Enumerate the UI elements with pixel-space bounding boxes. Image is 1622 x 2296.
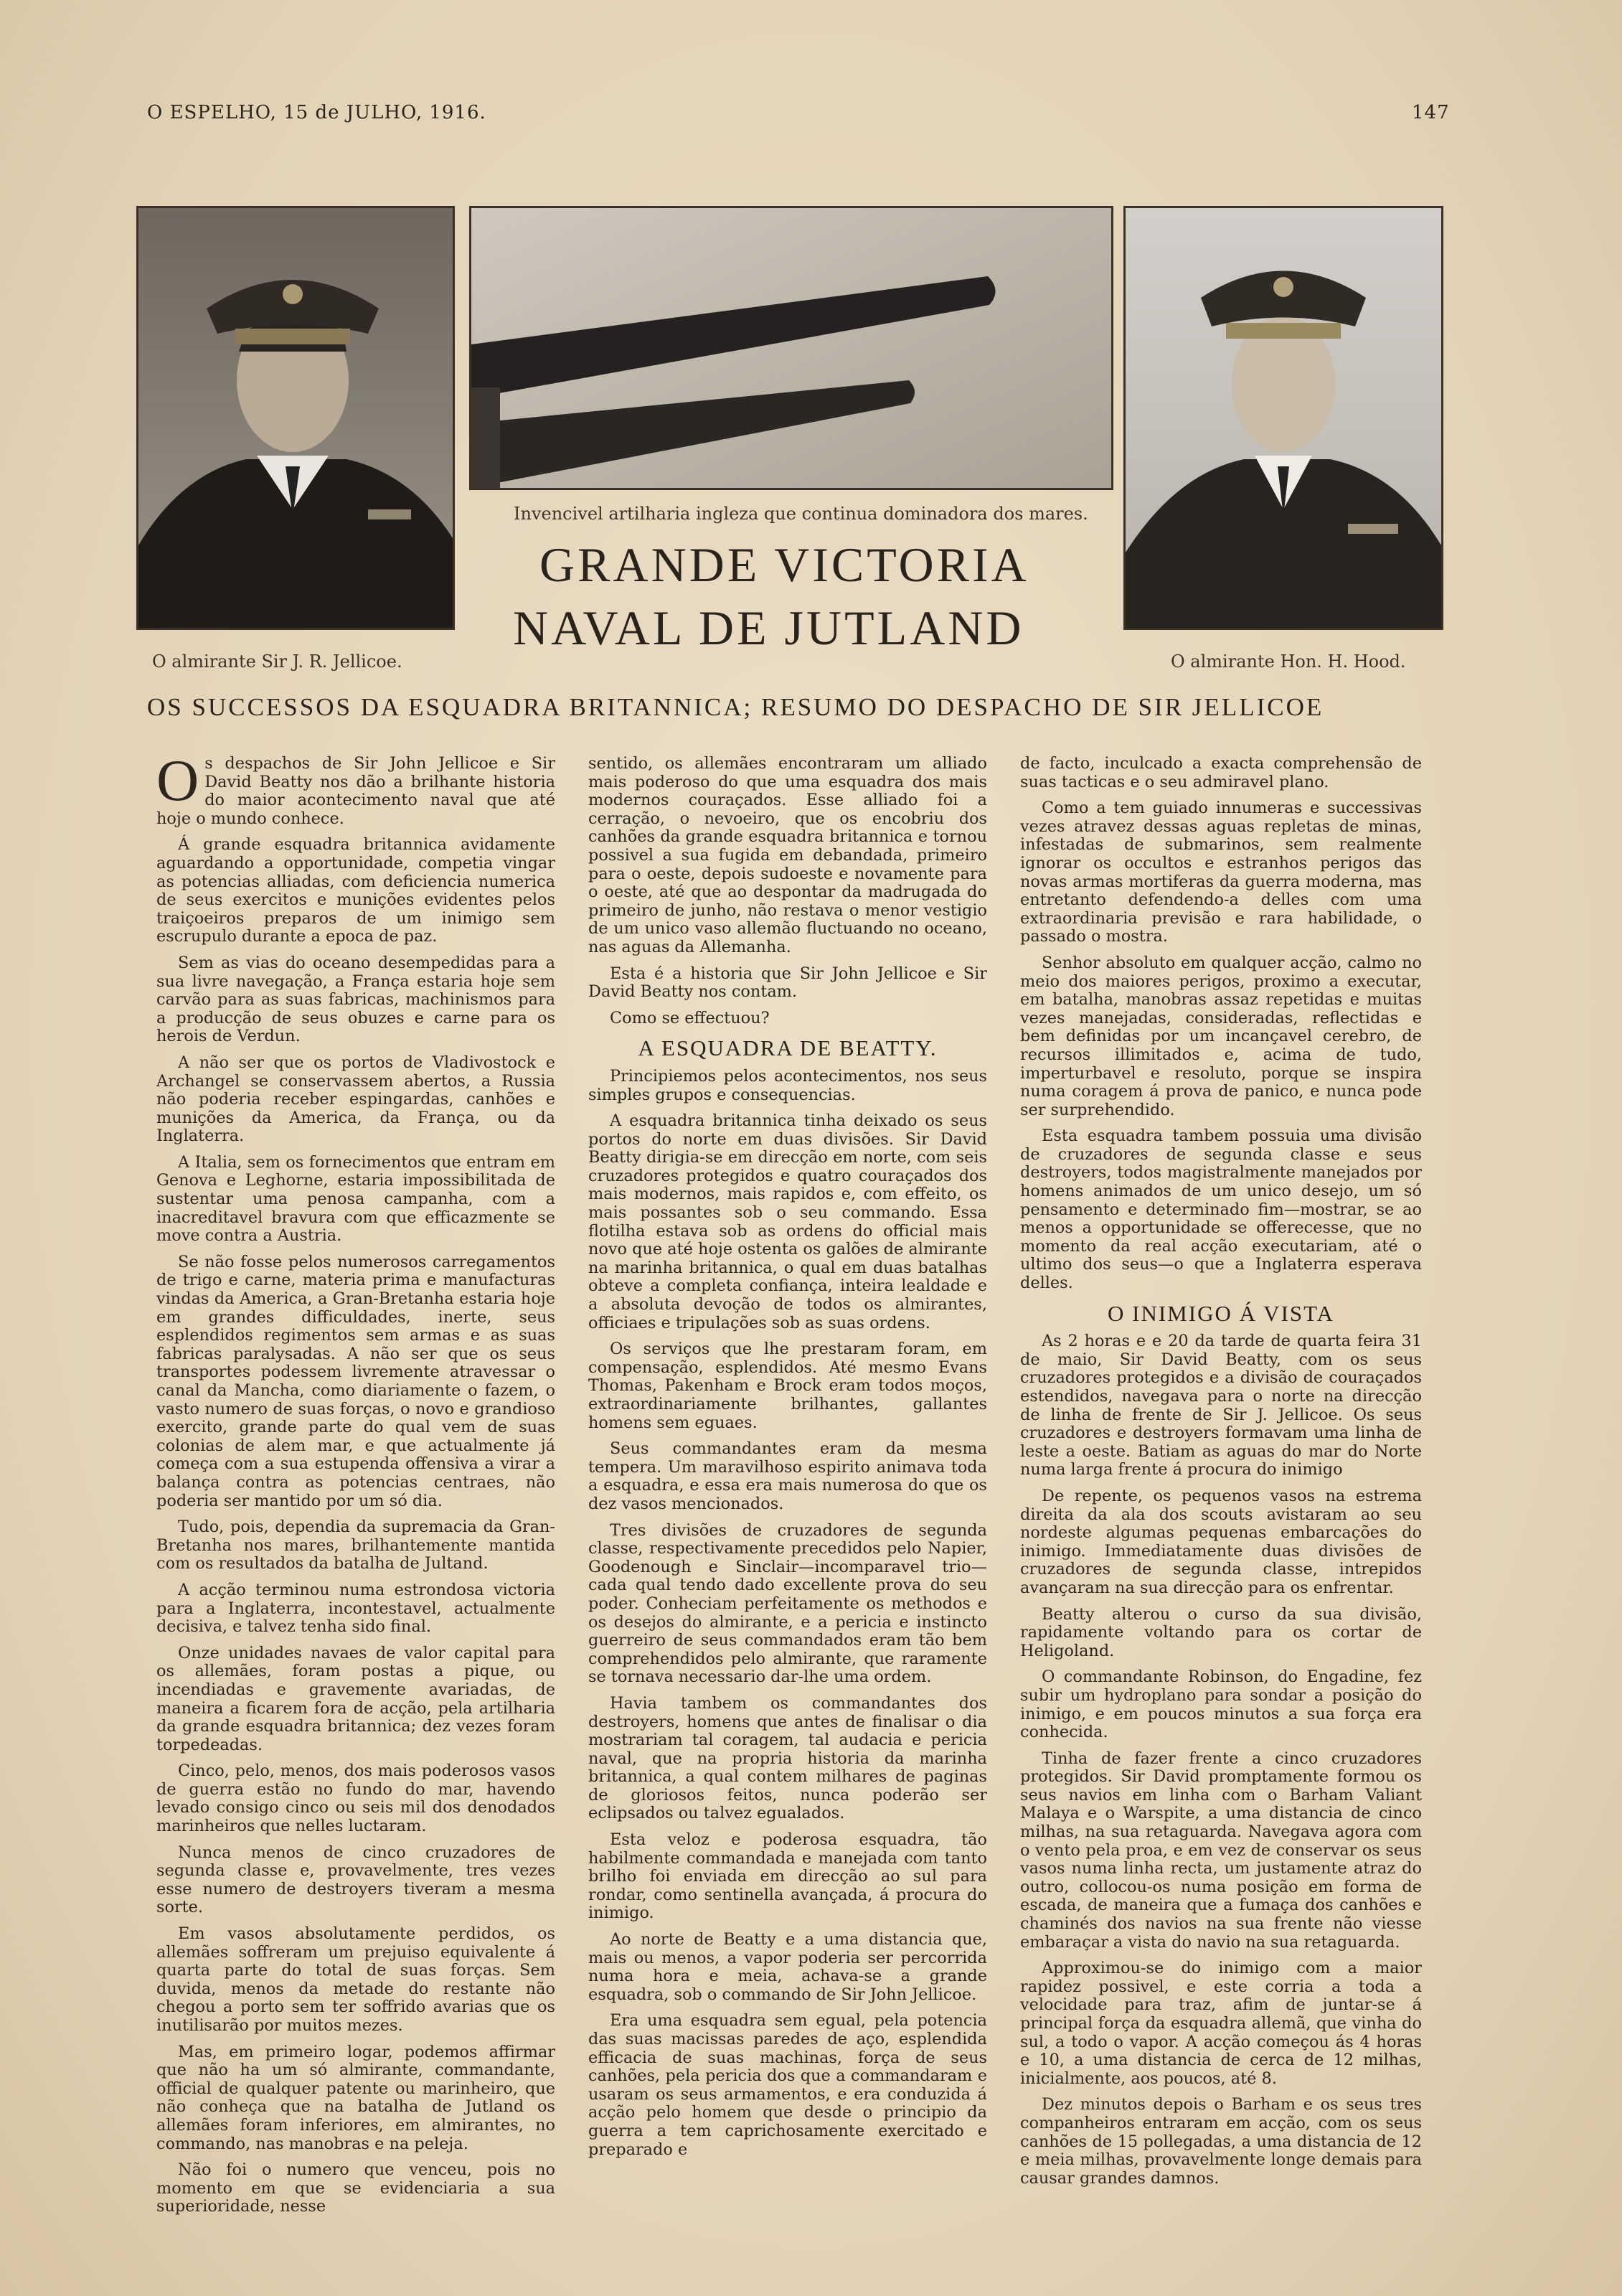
paragraph: Tinha de fazer frente a cinco cruzadores protegidos. Sir David promptamente formou os seus navios em linha com o Barham Valiant Malaya e o Warspite, a uma distancia de cinco milhas, na sua retaguarda. Navegava agora com o vento pela proa, e em vez de conservar os seus vasos numa linha recta, um justamente atraz do outro, collocou-os numa posição em forma de escada, de maneira que a fumaça dos canhões e chaminés dos navios na sua frente não viesse embaraçar a vista do navio na sua retaguarda. (1020, 1749, 1422, 1952)
paragraph: As 2 horas e e 20 da tarde de quarta feira 31 de maio, Sir David Beatty, com os seus cruzadores protegidos e a divisão de couraçados estendidos, navegava para o norte na direcção de linha de frente de Sir J. Jellicoe. Os seus cruzadores e destroyers formavam uma linha de leste a oeste. Batiam as aguas do mar do Norte numa larga frente á procura do inimigo (1020, 1332, 1422, 1479)
subheadline: OS SUCCESSOS DA ESQUADRA BRITANNICA; RESUMO DO DESPACHO DE SIR JELLICOE (147, 693, 1324, 721)
paragraph: Havia tambem os commandantes dos destroyers, homens que antes de finalisar o dia mostrariam tal coragem, tal audacia e pericia naval, que na propria historia da marinha britannica, a qual contem milhares de paginas de gloriosos feitos, nunca poderão ser eclipsados ou talvez egualados. (588, 1693, 987, 1823)
paragraph: Mas, em primeiro logar, podemos affirmar que não ha um só almirante, commandante, official de qualquer patente ou marinheiro, que não conheça que na batalha de Jutland os allemães foram inferiores, em almirantes, no commando, nas manobras e na peleja. (156, 2042, 555, 2153)
paragraph: Seus commandantes eram da mesma tempera. Um maravilhoso espirito animava toda a esquadra, e essa era mais numerosa do que os dez vasos mencionados. (588, 1439, 987, 1513)
paragraph: Como a tem guiado innumeras e successivas vezes atravez dessas aguas repletas de minas, infestadas de submarinos, sem realmente ignorar os occultos e estranhos perigos das novas armas mortiferas da guerra moderna, mas entretanto defendendo-a delles com uma extraordinaria previsão e rara habilidade, o passado o mostra. (1020, 799, 1422, 946)
paragraph: Sem as vias do oceano desempedidas para a sua livre navegação, a França estaria hoje sem carvão para as suas fabricas, machinismos para a producção de seus obuzes e carne para os herois de Verdun. (156, 953, 555, 1046)
naval-guns-photo (469, 206, 1113, 490)
paragraph: Ao norte de Beatty e a uma distancia que, mais ou menos, a vapor poderia ser percorrida numa hora e meia, achava-se a grande esquadra, sob o commando de Sir John Jellicoe. (588, 1930, 987, 2004)
headline-line-2: NAVAL DE JUTLAND (513, 601, 1024, 655)
paragraph: O commandante Robinson, do Engadine, fez subir um hydroplano para sondar a posição do inimigo, e em poucos minutos a sua força era conhecida. (1020, 1667, 1422, 1742)
paragraph (156, 748, 555, 828)
paragraph: De repente, os pequenos vasos na estrema direita da ala dos scouts avistaram ao seu nordeste algumas pequenas embarcações do inimigo. Immediatamente duas divisões de cruzadores de segunda classe, intrepidos avançaram na sua direcção para os enfrentar. (1020, 1486, 1422, 1597)
article-column-3 (1020, 755, 1422, 2196)
paragraph: Esta esquadra tambem possuia uma divisão de cruzadores de segunda classe e seus destroyers, todos magistralmente manejados por homens animados de um unico desejo, um só pensamento e determinado fim—mostrar, se ao menos a opportunidade se offerecesse, que no momento da real acção executariam, até o ultimo dos seus—o que a Inglaterra esperava delles. (1020, 1126, 1422, 1293)
paragraph: A esquadra britannica tinha deixado os seus portos do norte em duas divisões. Sir David Beatty dirigia-se em direcção em norte, com seis cruzadores protegidos e quatro couraçados dos mais modernos, mais rapidos e, com effeito, os mais possantes sob o seu commando. Essa flotilha estava sob as ordens do official mais novo que até hoje ostenta os galões de almirante na marinha britannica, o qual em duas batalhas obteve a completa confiança, inteira lealdade e a absoluta devoção de todos os almirantes, officiaes e tripulações sob as suas ordens. (588, 1111, 987, 1332)
paragraph: Tudo, pois, dependia da supremacia da Gran-Bretanha nos mares, brilhantemente mantida com os resultados da batalha de Jultand. (156, 1518, 555, 1573)
paragraph: sentido, os allemães encontraram um alliado mais poderoso do que uma esquadra dos mais modernos couraçados. Esse alliado foi a cerração, o nevoeiro, que os encobriu dos canhões da grande esquadra britannica e tornou possivel a sua fugida em debandada, primeiro para o oeste, depois sudoeste e novamente para o oeste, até que ao despontar da madrugada do primeiro de junho, não restava o menor vestigio de um unico vaso allemão fluctuando no oceano, nas aguas da Allemanha. (588, 754, 987, 956)
section-heading: O INIMIGO Á VISTA (1108, 1300, 1334, 1326)
section-heading: A ESQUADRA DE BEATTY. (638, 1035, 938, 1061)
paragraph: A Italia, sem os fornecimentos que entram em Genova e Leghorne, estaria impossibilitada de sustentar uma penosa campanha, com a inacreditavel bravura com que efficazmente se move contra a Austria. (156, 1152, 555, 1246)
portrait-photo-jellicoe (136, 206, 455, 630)
paragraph: Era uma esquadra sem egual, pela potencia das suas macissas paredes de aço, esplendida efficacia de suas machinas, força de seus canhões, pela pericia dos que a commandaram e usaram os seus armamentos, e era conduzida á acção pelo homem que desde o principio da guerra a tem caprichosamente exercitado e preparado e (588, 2011, 987, 2159)
paragraph: Onze unidades navaes de valor capital para os allemães, foram postas a pique, ou incendiadas e gravemente avariadas, de maneira a ficarem fora de acção, pela artilharia da grande esquadra britannica; dez vezes foram torpedeadas. (156, 1643, 555, 1754)
page-number: 147 (1412, 102, 1450, 123)
article-column-1 (156, 748, 555, 2224)
paragraph: Principiemos pelos acontecimentos, nos seus simples grupos e consequencias. (588, 1066, 987, 1104)
paragraph: Á grande esquadra britannica avidamente aguardando a opportunidade, competia vingar as potencias alliadas, com deficiencia numerica de seus exercitos e munições evidentes pelos traiçoeiros preparos de um inimigo sem escrupulo durante a epoca de paz. (156, 835, 555, 946)
center-photo-caption: Invencivel artilharia ingleza que continua dominadora dos mares. (514, 504, 1088, 524)
paragraph: de facto, inculcado a exacta comprehensão de suas tacticas e o seu admiravel plano. (1020, 754, 1422, 791)
left-photo-caption: O almirante Sir J. R. Jellicoe. (152, 651, 402, 672)
paragraph: Nunca menos de cinco cruzadores de segunda classe e, provavelmente, tres vezes esse numero de destroyers tiveram a mesma sorte. (156, 1843, 555, 1917)
paragraph: Não foi o numero que venceu, pois no momento em que se evidenciaria a sua superioridade, nesse (156, 2160, 555, 2216)
headline-line-1: GRANDE VICTORIA (539, 537, 1029, 592)
running-header: O ESPELHO, 15 de JULHO, 1916. (147, 102, 486, 123)
paragraph: Se não fosse pelos numerosos carregamentos de trigo e carne, materia prima e manufacturas vindas da America, a Gran-Bretanha estaria hoje em grandes difficuldades, inerte, seus esplendidos regimentos sem armas e as suas fabricas paralysadas. A não ser que os seus transportes podessem livremente atravessar o canal da Mancha, como diariamente o fazem, o vasto numero de suas forças, o novo e grandioso exercito, grande parte do qual vem de suas colonias de alem mar, e que actualmente já começa com a sua estupenda offensiva a virar a balança contra as potencias centraes, não poderia ser mantido por um só dia. (156, 1252, 555, 1510)
drop-cap: O (156, 748, 199, 813)
paragraph: Esta é a historia que Sir John Jellicoe e Sir David Beatty nos contam. (588, 964, 987, 1002)
paragraph: Cinco, pelo, menos, dos mais poderosos vasos de guerra estão no fundo do mar, havendo levado consigo cinco ou seis mil dos denodados marinheiros que nelles luctaram. (156, 1761, 555, 1836)
paragraph: Beatty alterou o curso da sua divisão, rapidamente voltando para os cortar de Heligoland. (1020, 1604, 1422, 1660)
portrait-photo-hood (1123, 206, 1443, 630)
paragraph: Senhor absoluto em qualquer acção, calmo no meio dos maiores perigos, proximo a executar, em batalha, manobras assaz repetidas e muitas vezes manejadas, consideradas, reflectidas e bem definidas por um incançavel cerebro, de recursos illimitados e, acima de tudo, imperturbavel e resoluto, porque se inspira numa coragem á prova de panico, e nunca pode ser surprehendido. (1020, 953, 1422, 1119)
paragraph: Tres divisões de cruzadores de segunda classe, respectivamente precedidos pelo Napier, Goodenough e Sinclair—incomparavel trio—cada qual tendo dado excellente prova do seu poder. Conheciam perfeitamente os methodos e os desejos do almirante, e a pericia e instincto guerreiro de seus commandados eram tão bem comprehendidos pelo almirante, que raramente se tornava necessario dar-lhe uma ordem. (588, 1520, 987, 1687)
right-photo-caption: O almirante Hon. H. Hood. (1171, 651, 1406, 672)
paragraph: Approximou-se do inimigo com a maior rapidez possivel, e este corria a toda a velocidade para traz, afim de juntar-se á principal força da esquadra allemã, que vinha do sul, a todo o vapor. A acção começou ás 4 horas e 10, a uma distancia de cerca de 12 milhas, inicialmente, aos poucos, até 8. (1020, 1959, 1422, 2088)
paragraph: Dez minutos depois o Barham e os seus tres companheiros entraram em acção, com os seus canhões de 15 pollegadas, a uma distancia de 12 e meia milhas, provavelmente longe demais para causar grandes damnos. (1020, 2095, 1422, 2188)
paragraph: Os serviços que lhe prestaram foram, em compensação, esplendidos. Até mesmo Evans Thomas, Pakenham e Brock eram todos moços, extraordinariamente brilhantes, gallantes homens sem eguaes. (588, 1340, 987, 1432)
paragraph-text: s despachos de Sir John Jellicoe e Sir David Beatty nos dão a brilhante historia do maior acontecimento naval que até hoje o mundo conhece. (156, 754, 555, 828)
paragraph: A não ser que os portos de Vladivostock e Archangel se conservassem abertos, a Russia não poderia receber espingardas, canhões e munições da America, da França, ou da Inglaterra. (156, 1053, 555, 1146)
paragraph: Em vasos absolutamente perdidos, os allemães soffreram um prejuiso equivalente á quarta parte do total de suas forças. Sem duvida, menos da metade do restante não chegou a porto sem ter soffrido avarias que os inutilisarão por muitos mezes. (156, 1924, 555, 2035)
paragraph: Esta veloz e poderosa esquadra, tão habilmente commandada e manejada com tanto brilho foi enviada em direcção ao sul para rondar, como sentinella avançada, á procura do inimigo. (588, 1830, 987, 1923)
paragraph: A acção terminou numa estrondosa victoria para a Inglaterra, incontestavel, actualmente decisiva, e talvez tenha sido final. (156, 1580, 555, 1637)
article-column-2 (588, 755, 987, 2167)
paragraph: Como se effectuou? (610, 1008, 770, 1027)
